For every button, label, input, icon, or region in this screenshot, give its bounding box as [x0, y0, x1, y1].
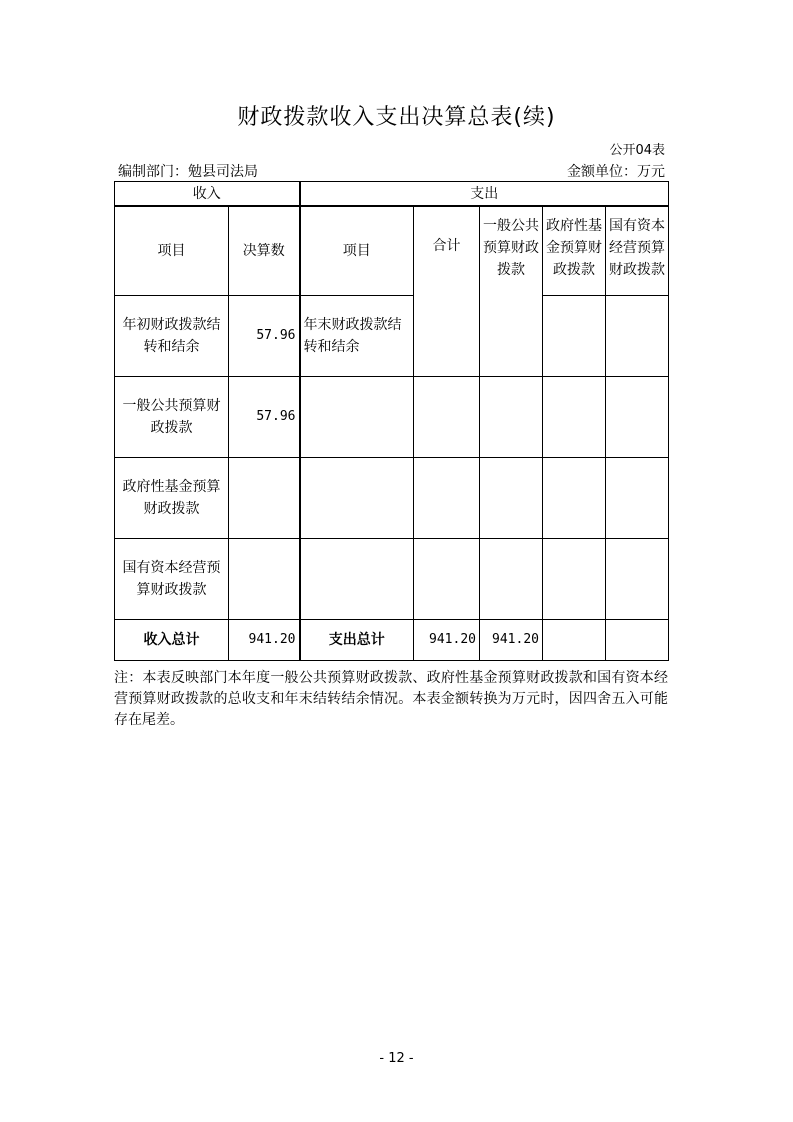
table-row — [115, 539, 669, 620]
row-general-budget — [480, 539, 543, 620]
row-income-item: 年初财政拨款结转和结余 — [115, 296, 229, 377]
row-state-capital — [606, 377, 669, 458]
totals-row — [115, 620, 669, 661]
expense-gov-fund-total — [543, 620, 606, 661]
table-row — [115, 458, 669, 539]
col-income-item: 项目 — [115, 206, 229, 296]
column-header-row — [115, 206, 669, 296]
row-gov-fund — [543, 458, 606, 539]
row-income-amount: 57.96 — [229, 377, 300, 458]
section-header-row — [115, 182, 669, 207]
row-general-budget — [480, 458, 543, 539]
expense-total-label: 支出总计 — [300, 620, 414, 661]
row-expense-item — [300, 458, 414, 539]
col-total: 合计 — [414, 206, 480, 377]
income-total-label: 收入总计 — [115, 620, 229, 661]
dept-value: 勉县司法局 — [188, 164, 258, 180]
expense-total: 941.20 — [414, 620, 480, 661]
row-income-amount: 57.96 — [229, 296, 300, 377]
expense-header: 支出 — [300, 182, 669, 207]
row-total — [414, 539, 480, 620]
dept-label: 编制部门： — [118, 164, 188, 180]
row-income-item: 一般公共预算财政拨款 — [115, 377, 229, 458]
expense-general-budget-total: 941.20 — [480, 620, 543, 661]
col-income-amount: 决算数 — [229, 206, 300, 296]
row-expense-item — [300, 377, 414, 458]
table-row — [115, 296, 669, 377]
row-expense-item: 年末财政拨款结转和结余 — [300, 296, 414, 377]
footnote: 注：本表反映部门本年度一般公共预算财政拨款、政府性基金预算财政拨款和国有资本经营预算财政拨款的总收支和年末结转结余情况。本表金额转换为万元时，因四舍五入可能存在尾差。 — [114, 670, 668, 728]
income-header: 收入 — [115, 182, 300, 207]
row-gov-fund — [543, 377, 606, 458]
page-number: - 12 - — [379, 1051, 414, 1066]
col-gov-fund: 政府性基金预算财政拨款 — [543, 206, 606, 296]
form-number: 公开04表 — [609, 143, 665, 158]
row-income-item: 政府性基金预算财政拨款 — [115, 458, 229, 539]
row-expense-item — [300, 539, 414, 620]
row-general-budget — [480, 377, 543, 458]
row-state-capital — [606, 458, 669, 539]
unit-value: 万元 — [637, 164, 665, 180]
row-state-capital — [606, 539, 669, 620]
page-title: 财政拨款收入支出决算总表(续) — [237, 105, 556, 130]
row-income-item: 国有资本经营预算财政拨款 — [115, 539, 229, 620]
row-total — [414, 377, 480, 458]
row-gov-fund — [543, 296, 606, 377]
col-state-capital: 国有资本经营预算财政拨款 — [606, 206, 669, 296]
income-total-amount: 941.20 — [229, 620, 300, 661]
financial-table — [114, 181, 669, 661]
department — [118, 161, 258, 181]
unit-label: 金额单位： — [567, 164, 637, 180]
row-total — [414, 458, 480, 539]
table-row — [115, 377, 669, 458]
row-gov-fund — [543, 539, 606, 620]
row-income-amount — [229, 539, 300, 620]
col-general-budget: 一般公共预算财政拨款 — [480, 206, 543, 377]
amount-unit — [567, 161, 665, 181]
row-income-amount — [229, 458, 300, 539]
expense-state-capital-total — [606, 620, 669, 661]
row-state-capital — [606, 296, 669, 377]
col-expense-item: 项目 — [300, 206, 414, 296]
